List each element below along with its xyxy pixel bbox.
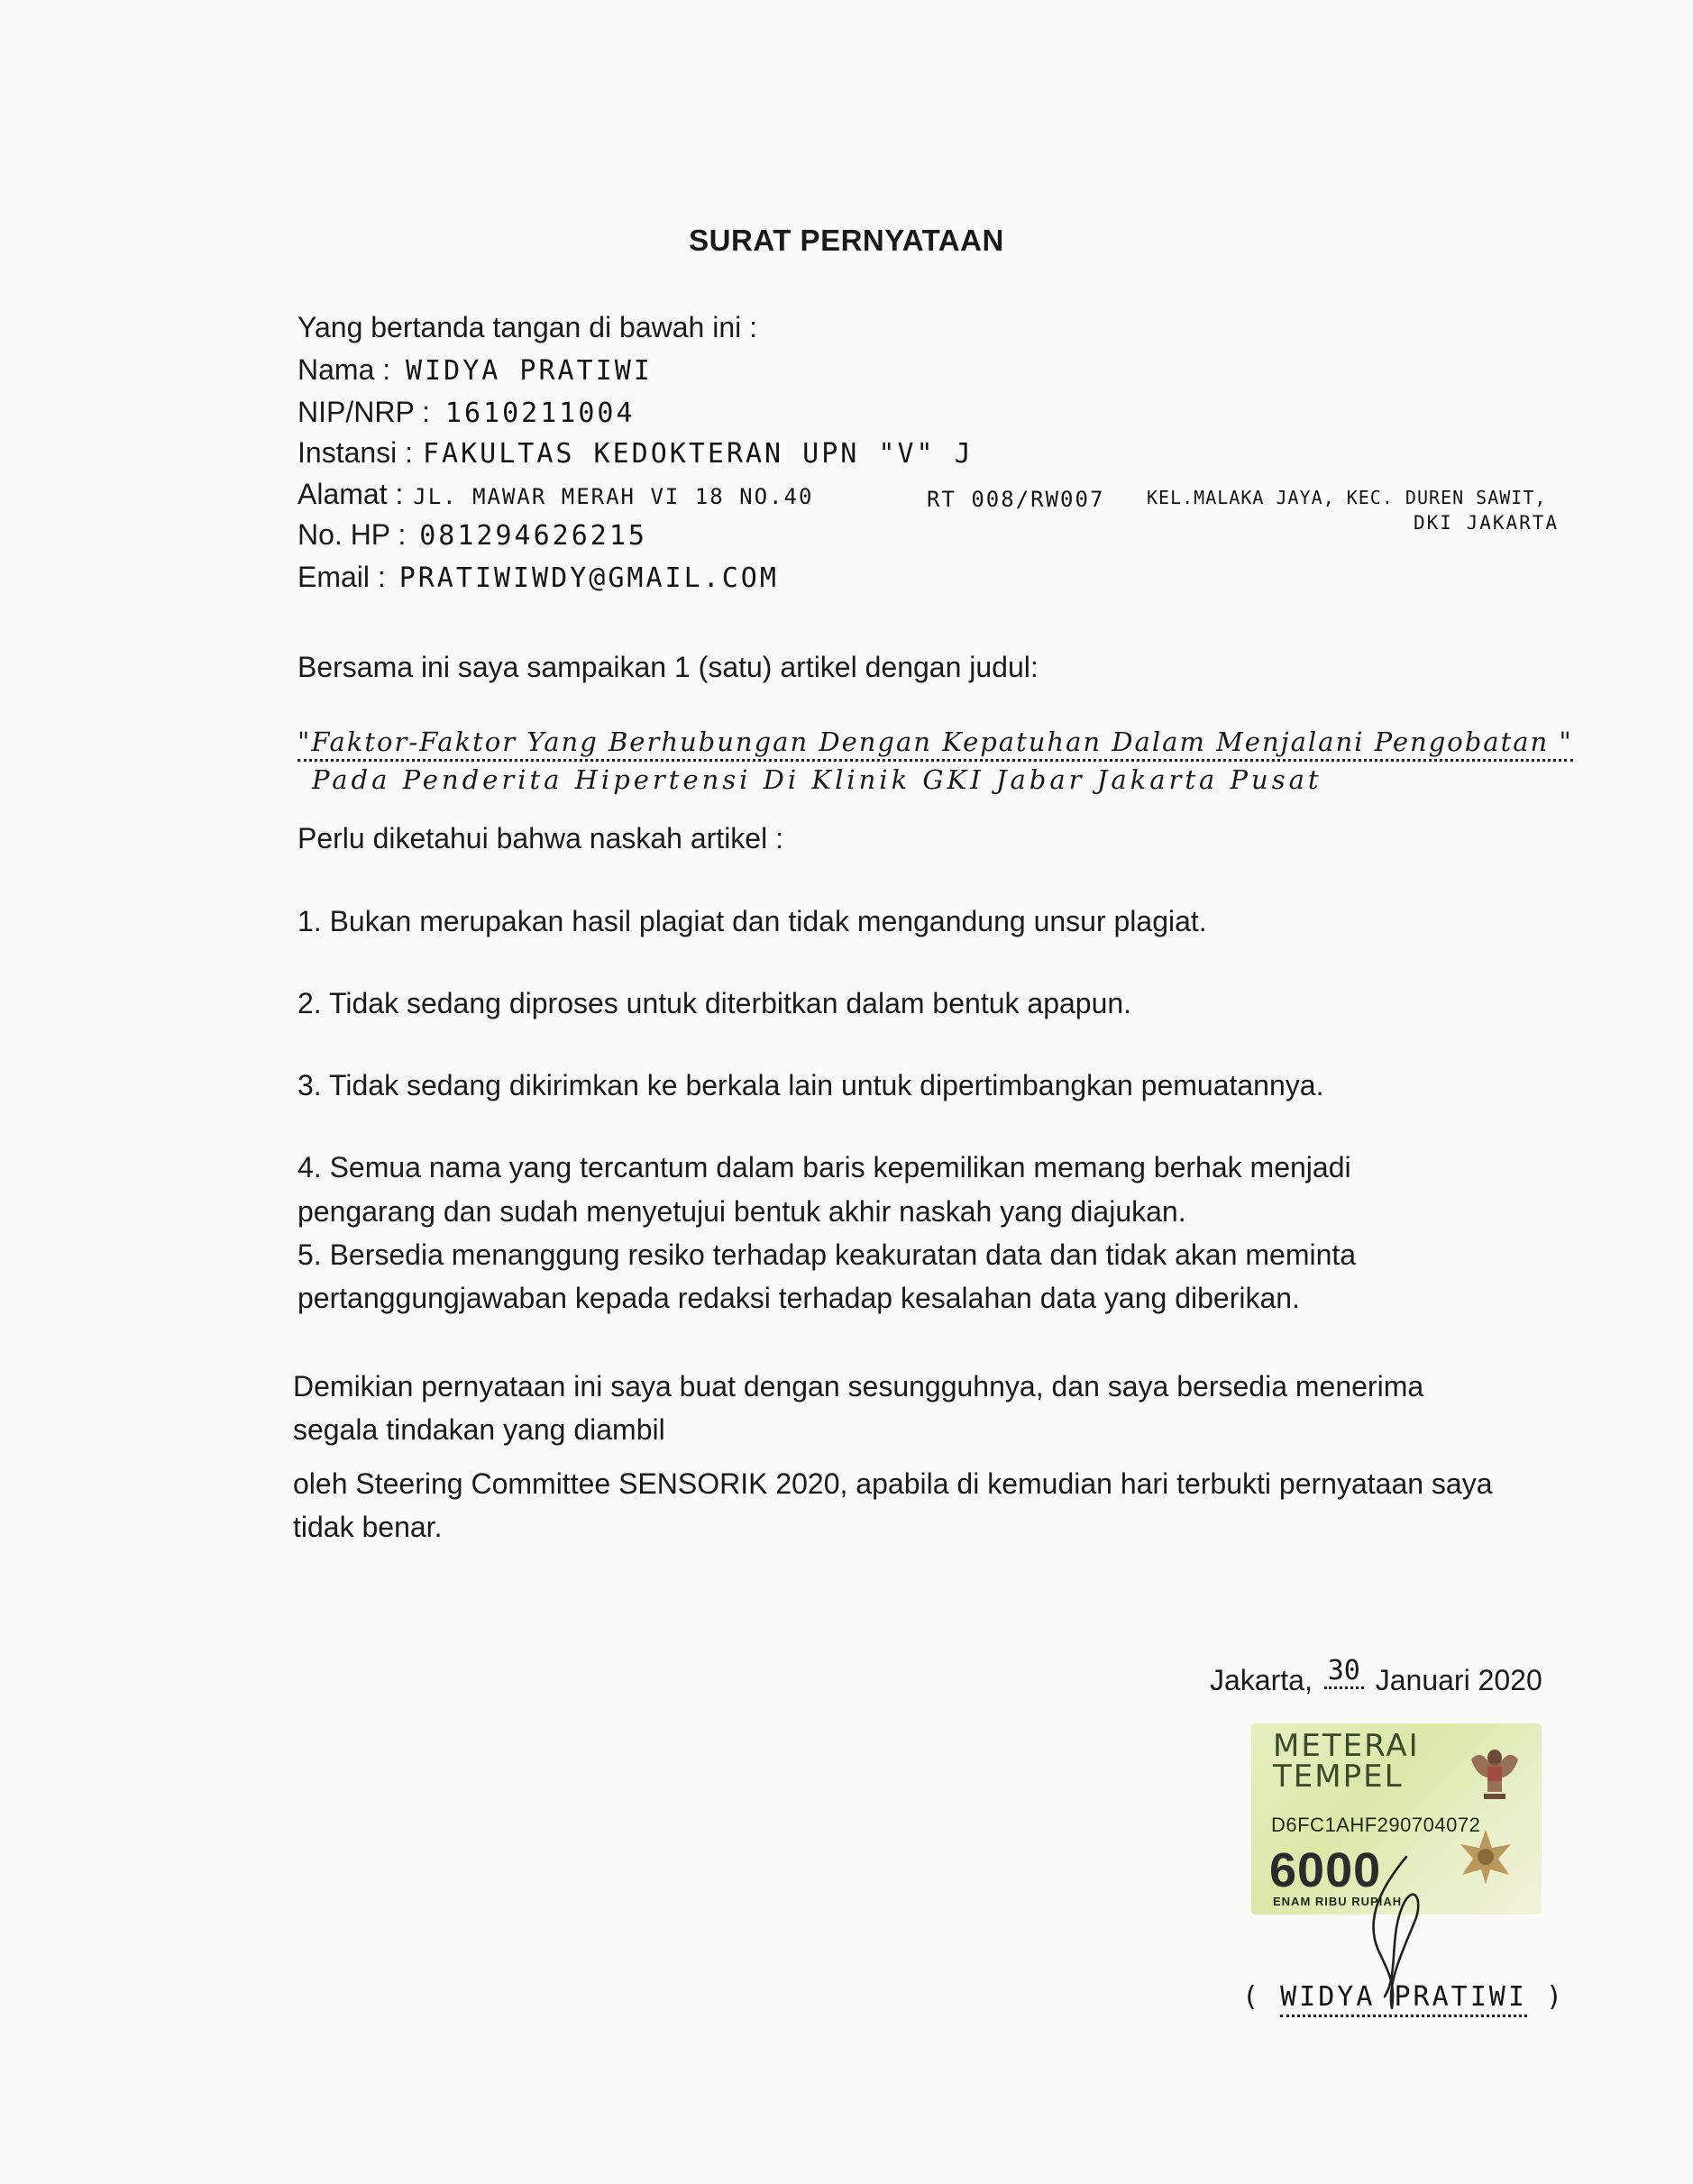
intro-text: Yang bertanda tangan di bawah ini : — [297, 311, 758, 343]
stamp-value: 6000 — [1269, 1843, 1382, 1897]
stamp-code: D6FC1AHF290704072 — [1271, 1814, 1481, 1836]
point-5-line-2: pertanggungjawaban kepada redaksi terhadap kesalahan data yang diberikan. — [297, 1282, 1300, 1314]
article-intro: Bersama ini saya sampaikan 1 (satu) artikel dengan judul: — [297, 651, 1039, 683]
hp-label: No. HP : — [297, 518, 407, 551]
place-text: Jakarta, — [1210, 1664, 1313, 1696]
alamat-row — [297, 478, 813, 511]
hp-value: 081294626215 — [419, 520, 647, 552]
email-value: PRATIWIWDY@GMAIL.COM — [398, 562, 779, 594]
place-date — [1210, 1655, 1542, 1697]
closing-line-4: tidak benar. — [293, 1511, 443, 1543]
signer-close-paren: ) — [1546, 1981, 1566, 2013]
closing-line-3: oleh Steering Committee SENSORIK 2020, apabila di kemudian hari terbukti pernyataan saya — [293, 1467, 1493, 1500]
alamat-value-2: RT 008/RW007 — [927, 487, 1105, 512]
nama-label: Nama : — [297, 353, 391, 386]
nip-label: NIP/NRP : — [297, 396, 430, 428]
email-label: Email : — [297, 561, 386, 593]
hp-row — [297, 518, 647, 552]
article-title-line-2: Pada Penderita Hipertensi Di Klinik GKI Jabar Jakarta Pusat — [312, 764, 1322, 795]
stamp-words: ENAM RIBU RUPIAH — [1273, 1895, 1403, 1908]
note-intro: Perlu diketahui bahwa naskah artikel : — [297, 822, 783, 854]
alamat-value-4: DKI JAKARTA — [1414, 512, 1560, 534]
nip-row — [297, 396, 636, 429]
nama-row — [297, 353, 653, 387]
point-3: 3. Tidak sedang dikirimkan ke berkala lain untuk dipertimbangkan pemuatannya. — [297, 1069, 1324, 1101]
closing-line-1: Demikian pernyataan ini saya buat dengan sesungguhnya, dan saya bersedia menerima — [293, 1370, 1424, 1403]
point-2: 2. Tidak sedang diproses untuk diterbitkan dalam bentuk apapun. — [297, 987, 1132, 1019]
stamp-title — [1273, 1728, 1420, 1795]
date-month-year: Januari 2020 — [1375, 1664, 1542, 1696]
instansi-label: Instansi : — [297, 436, 414, 469]
email-row — [297, 561, 779, 594]
nip-value: 1610211004 — [444, 398, 636, 429]
nama-value: WIDYA PRATIWI — [406, 355, 653, 387]
garuda-emblem-icon — [1468, 1740, 1522, 1803]
signer-name: WIDYA PRATIWI — [1280, 1981, 1527, 2017]
instansi-row — [297, 436, 974, 470]
point-1: 1. Bukan merupakan hasil plagiat dan tidak mengandung unsur plagiat. — [297, 905, 1207, 937]
closing-line-2: segala tindakan yang diambil — [293, 1413, 665, 1446]
document-title: SURAT PERNYATAAN — [689, 224, 1004, 257]
point-4-line-2: pengarang dan sudah menyetujui bentuk akhir naskah yang diajukan. — [297, 1195, 1186, 1228]
alamat-value-3: KEL.MALAKA JAYA, KEC. DUREN SAWIT, — [1147, 487, 1547, 508]
article-title-line-1: "Faktor-Faktor Yang Berhubungan Dengan Kepatuhan Dalam Menjalani Pengobatan " — [297, 726, 1573, 762]
stamp-title-2: TEMPEL — [1273, 1759, 1404, 1795]
stamp-title-1: METERAI — [1273, 1728, 1420, 1764]
signer-line — [1242, 1981, 1565, 2013]
signer-open-paren: ( — [1242, 1981, 1262, 2013]
point-5-line-1: 5. Bersedia menanggung resiko terhadap keakuratan data dan tidak akan meminta — [297, 1238, 1357, 1271]
date-day: 30 — [1324, 1655, 1364, 1689]
alamat-label: Alamat : — [297, 478, 404, 510]
instansi-value: FAKULTAS KEDOKTERAN UPN "V" J — [422, 438, 974, 470]
point-4-line-1: 4. Semua nama yang tercantum dalam baris kepemilikan memang berhak menjadi — [297, 1151, 1351, 1183]
alamat-value-1: JL. MAWAR MERAH VI 18 NO.40 — [413, 484, 814, 509]
